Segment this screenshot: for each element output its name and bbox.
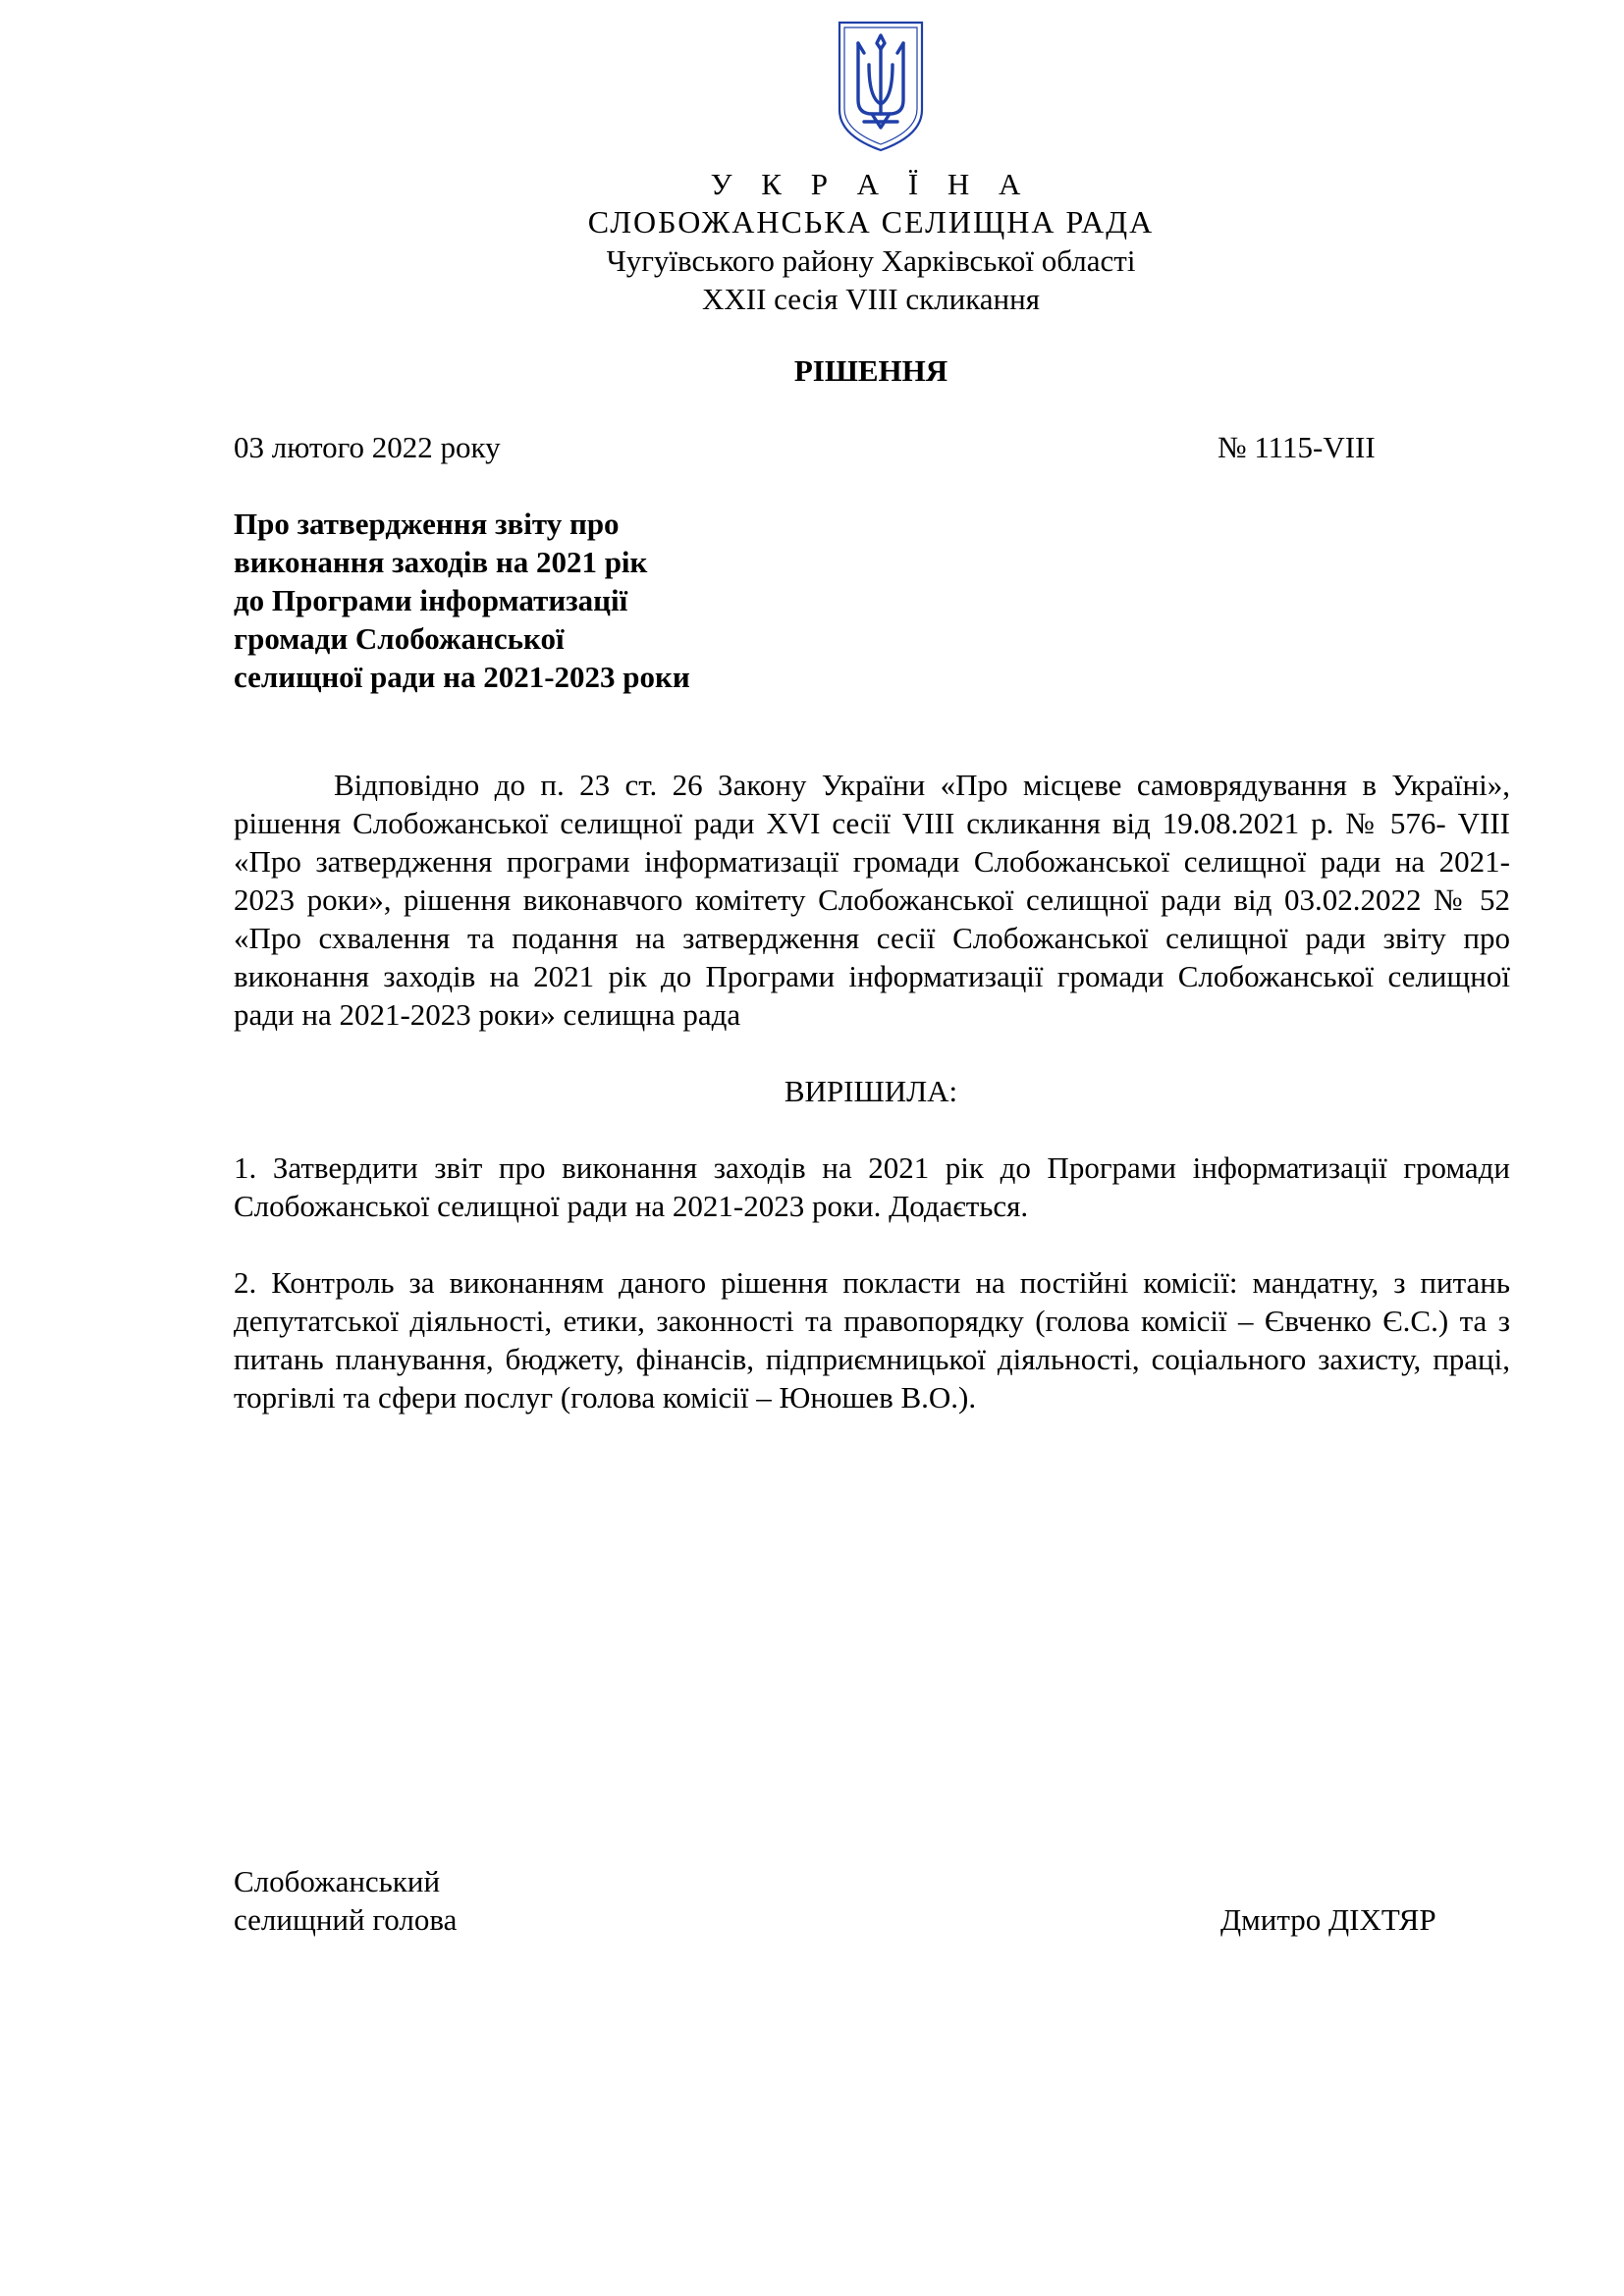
decided-heading: ВИРІШИЛА: bbox=[784, 1074, 958, 1108]
decision-item-1: 1. Затвердити звіт про виконання заходів на 2021 рік до Програми інформатизації громади Слобожанської селищної ради на 2021-2023 роки. Додається. bbox=[234, 1150, 1510, 1223]
subject-line: до Програми інформатизації bbox=[234, 583, 628, 617]
trident-coat-of-arms-icon bbox=[837, 20, 925, 153]
subject-line: селищної ради на 2021-2023 роки bbox=[234, 660, 690, 694]
header-country: У К Р А Ї Н А bbox=[710, 167, 1032, 201]
header-council-name: СЛОБОЖАНСЬКА СЕЛИЩНА РАДА bbox=[587, 204, 1155, 240]
header-district: Чугуївського району Харківської області bbox=[606, 243, 1136, 278]
signatory-title-line: селищний голова bbox=[234, 1902, 458, 1937]
subject-line: виконання заходів на 2021 рік bbox=[234, 545, 648, 579]
decision-item-2: 2. Контроль за виконанням даного рішення покласти на постійні комісії: мандатну, з питань депутатської діяльності, етики, законності та правопорядку (голова комісії – Євченко Є.С.) та з питань планування, бюджету, фінансів, підприємницької діяльності, соціального захисту, праці, торгівлі та сфери послуг (голова комісії – Юношев В.О.). bbox=[234, 1265, 1510, 1415]
signatory-title bbox=[234, 1862, 457, 1939]
document-type-title: РІШЕННЯ bbox=[793, 353, 948, 388]
signatory-name: Дмитро ДІХТЯР bbox=[1220, 1902, 1436, 1937]
subject-line: Про затвердження звіту про bbox=[234, 507, 620, 541]
subject-line: громади Слобожанської bbox=[234, 621, 565, 656]
header-session: XXII сесія VIII скликання bbox=[702, 282, 1040, 316]
preamble-paragraph: Відповідно до п. 23 ст. 26 Закону України «Про місцеве самоврядування в Україні», рішення Слобожанської селищної ради XVI сесії VIII скликання від 19.08.2021 р. № 576- VIII «Про затвердження програми інформатизації громади Слобожанської селищної ради на 2021-2023 роки», рішення виконавчого комітету Слобожанської селищної ради від 03.02.2022 № 52 «Про схвалення та подання на затвердження сесії Слобожанської селищної ради звіту про виконання заходів на 2021 рік до Програми інформатизації громади Слобожанської селищної ради на 2021-2023 роки» селищна рада bbox=[234, 768, 1510, 1032]
document-header bbox=[0, 165, 1624, 318]
decision-subject bbox=[234, 505, 784, 696]
signatory-title-line: Слобожанський bbox=[234, 1864, 441, 1898]
decision-number: № 1115-VIII bbox=[1218, 430, 1376, 464]
decision-date: 03 лютого 2022 року bbox=[234, 430, 501, 464]
